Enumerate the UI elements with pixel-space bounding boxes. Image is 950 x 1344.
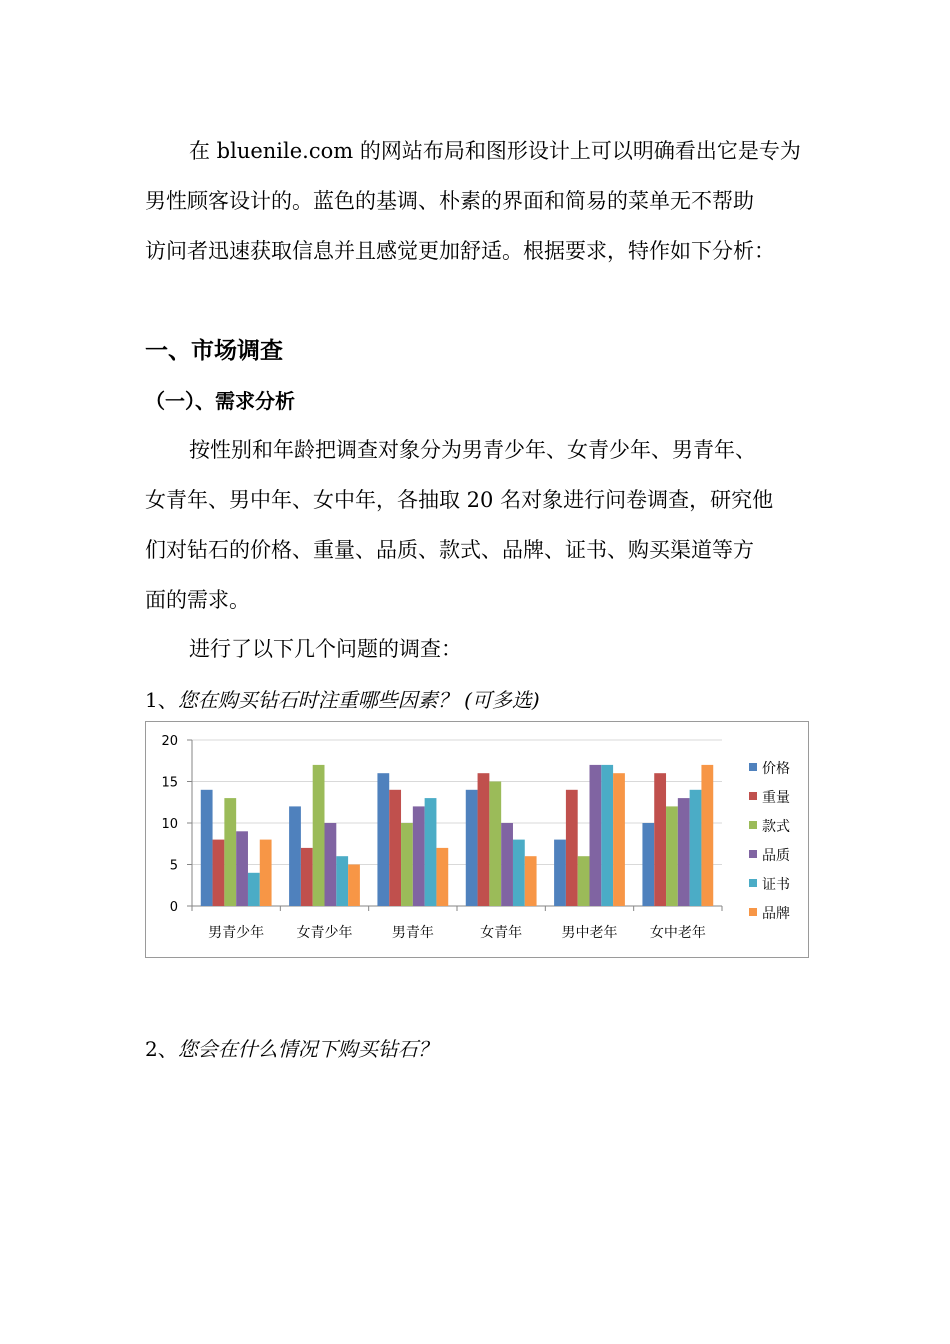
- bar: [336, 856, 348, 906]
- bar: [248, 873, 260, 906]
- bar: [525, 856, 537, 906]
- legend-label: 证书: [762, 877, 790, 893]
- intro-line-1: 在 bluenile.com 的网站布局和图形设计上可以明确看出它是专为: [189, 139, 801, 163]
- legend-label: 品质: [762, 848, 790, 864]
- method-line-2: 女青年、男中年、女中年，各抽取 20 名对象进行问卷调查，研究他: [145, 488, 774, 512]
- x-tick-label: 男中老年: [561, 925, 618, 941]
- bar: [260, 840, 272, 906]
- legend-label: 价格: [762, 761, 790, 777]
- question-2-text: 您会在什么情况下购买钻石？: [177, 1037, 438, 1061]
- x-tick-label: 女中老年: [649, 925, 706, 941]
- question-2: [145, 1033, 438, 1062]
- legend-swatch: [749, 879, 757, 887]
- bar: [701, 765, 713, 906]
- legend-swatch: [749, 821, 757, 829]
- bar: [401, 823, 413, 906]
- bar: [578, 856, 590, 906]
- bar: [201, 790, 213, 906]
- x-tick-label: 男青少年: [208, 925, 265, 941]
- section-heading: 一、市场调查: [145, 338, 283, 364]
- x-tick-label: 男青年: [391, 925, 434, 941]
- intro-line-3: 访问者迅速获取信息并且感觉更加舒适。根据要求，特作如下分析：: [145, 239, 775, 263]
- bar: [313, 765, 325, 906]
- bar: [666, 806, 678, 906]
- bar: [466, 790, 478, 906]
- intro-line-2: 男性顾客设计的。蓝色的基调、朴素的界面和简易的菜单无不帮助: [145, 189, 754, 213]
- legend-label: 品牌: [762, 906, 790, 922]
- bar: [690, 790, 702, 906]
- bar: [489, 782, 501, 907]
- bar: [377, 773, 389, 906]
- question-1-number: 1、: [145, 688, 178, 712]
- bar: [554, 840, 566, 906]
- legend-swatch: [749, 763, 757, 771]
- y-tick-label: 15: [161, 775, 178, 791]
- legend-label: 重量: [762, 790, 790, 806]
- bar: [436, 848, 448, 906]
- bar: [301, 848, 313, 906]
- bar: [654, 773, 666, 906]
- bar: [613, 773, 625, 906]
- bar: [213, 840, 225, 906]
- subsection-heading: （一）、需求分析: [145, 389, 295, 413]
- bar: [325, 823, 337, 906]
- bar: [513, 840, 525, 906]
- bar: [425, 798, 437, 906]
- x-tick-label: 女青少年: [296, 925, 353, 941]
- method-line-4: 面的需求。: [145, 588, 250, 612]
- bar: [566, 790, 578, 906]
- method-line-1: 按性别和年龄把调查对象分为男青少年、女青少年、男青年、: [189, 438, 756, 462]
- bar: [348, 865, 360, 907]
- bar: [678, 798, 690, 906]
- question-1: [145, 684, 540, 713]
- bar: [413, 806, 425, 906]
- legend-swatch: [749, 792, 757, 800]
- method-paragraph: [145, 425, 810, 625]
- bar: [389, 790, 401, 906]
- bar: [478, 773, 490, 906]
- bar: [289, 806, 301, 906]
- bar: [601, 765, 613, 906]
- x-tick-label: 女青年: [480, 925, 523, 941]
- bar: [501, 823, 513, 906]
- bar: [224, 798, 236, 906]
- survey-intro-text: 进行了以下几个问题的调查：: [189, 637, 462, 661]
- bar-chart-svg: [146, 722, 808, 957]
- legend-swatch: [749, 908, 757, 916]
- intro-paragraph: [145, 126, 810, 276]
- bar: [642, 823, 654, 906]
- question-1-text: 您在购买钻石时注重哪些因素？ (可多选): [177, 688, 540, 712]
- survey-intro: [145, 624, 810, 674]
- bar: [236, 831, 248, 906]
- bar-chart: [145, 721, 809, 958]
- y-tick-label: 0: [169, 900, 178, 915]
- legend-label: 款式: [762, 819, 790, 835]
- question-2-number: 2、: [145, 1037, 178, 1061]
- y-tick-label: 10: [161, 817, 178, 832]
- y-tick-label: 20: [161, 734, 178, 749]
- method-line-3: 们对钻石的价格、重量、品质、款式、品牌、证书、购买渠道等方: [145, 538, 754, 562]
- bar: [590, 765, 602, 906]
- legend-swatch: [749, 850, 757, 858]
- y-tick-label: 5: [169, 858, 178, 874]
